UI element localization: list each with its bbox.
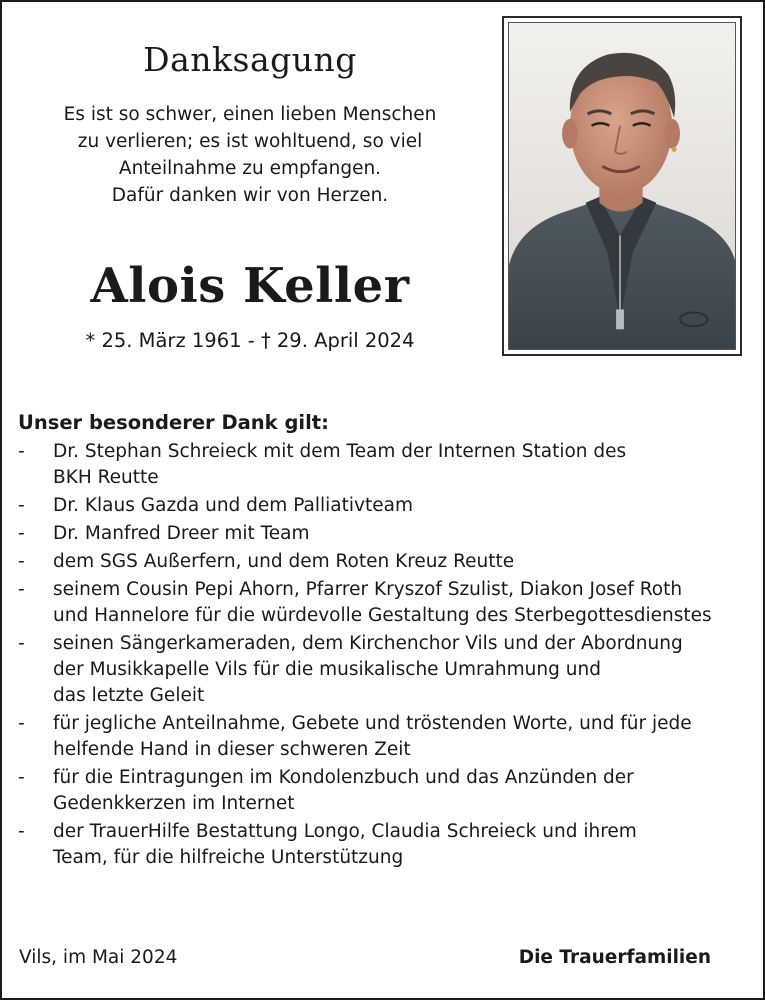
portrait-image xyxy=(509,23,735,349)
place-date: Vils, im Mai 2024 xyxy=(19,947,178,968)
thanks-item xyxy=(18,549,753,575)
intro-line: Anteilnahme zu empfangen. xyxy=(118,158,382,179)
list-dash: - xyxy=(18,713,25,734)
list-dash: - xyxy=(18,551,25,572)
intro-line: zu verlieren; es ist wohltuend, so viel xyxy=(77,131,423,152)
thanks-line: für jegliche Anteilnahme, Gebete und tröstenden Worte, und für jede xyxy=(53,713,692,734)
thanks-line: dem SGS Außerfern, und dem Roten Kreuz Reutte xyxy=(53,551,515,572)
thanks-line: Dr. Manfred Dreer mit Team xyxy=(53,523,310,544)
thanks-line: Dr. Klaus Gazda und dem Palliativteam xyxy=(53,495,413,516)
thanks-item xyxy=(18,765,753,817)
portrait-frame xyxy=(502,16,742,356)
thanks-line: Team, für die hilfreiche Unterstützung xyxy=(53,847,404,868)
list-dash: - xyxy=(18,495,25,516)
intro-text xyxy=(32,101,468,209)
thanks-line: der TrauerHilfe Bestattung Longo, Claudia Schreieck und ihrem xyxy=(53,821,637,842)
thanks-heading: Unser besonderer Dank gilt: xyxy=(18,411,329,434)
intro-line: Dafür danken wir von Herzen. xyxy=(111,185,389,206)
list-dash: - xyxy=(18,633,25,654)
thanks-item xyxy=(18,493,753,519)
thanks-item xyxy=(18,631,753,709)
thanks-line: seinen Sängerkameraden, dem Kirchenchor Vils und der Abordnung xyxy=(53,633,683,654)
deceased-name: Alois Keller xyxy=(90,258,410,314)
thanks-item xyxy=(18,711,753,763)
thanks-line: der Musikkapelle Vils für die musikalische Umrahmung und xyxy=(53,659,601,680)
list-dash: - xyxy=(18,441,25,462)
thanks-section xyxy=(18,410,753,873)
thanks-item xyxy=(18,577,753,629)
list-dash: - xyxy=(18,821,25,842)
thanks-line: Gedenkkerzen im Internet xyxy=(53,793,295,814)
intro-line: Es ist so schwer, einen lieben Menschen xyxy=(63,104,437,125)
thanks-line: und Hannelore für die würdevolle Gestaltung des Sterbegottesdienstes xyxy=(53,605,712,626)
list-dash: - xyxy=(18,523,25,544)
thanks-line: Dr. Stephan Schreieck mit dem Team der Internen Station des xyxy=(53,441,627,462)
thanks-line: seinem Cousin Pepi Ahorn, Pfarrer Kryszof Szulist, Diakon Josef Roth xyxy=(53,579,683,600)
thanks-line: BKH Reutte xyxy=(53,467,159,488)
page-title: Danksagung xyxy=(143,40,357,79)
list-dash: - xyxy=(18,579,25,600)
thanks-item xyxy=(18,521,753,547)
thanks-line: für die Eintragungen im Kondolenzbuch und das Anzünden der xyxy=(53,767,634,788)
list-dash: - xyxy=(18,767,25,788)
thanks-line: helfende Hand in dieser schweren Zeit xyxy=(53,739,411,760)
thanks-item xyxy=(18,819,753,871)
thanks-item xyxy=(18,439,753,491)
thanks-line: das letzte Geleit xyxy=(53,685,205,706)
signature: Die Trauerfamilien xyxy=(518,947,711,968)
life-dates: * 25. März 1961 - † 29. April 2024 xyxy=(85,329,415,352)
portrait-photo xyxy=(508,22,736,350)
